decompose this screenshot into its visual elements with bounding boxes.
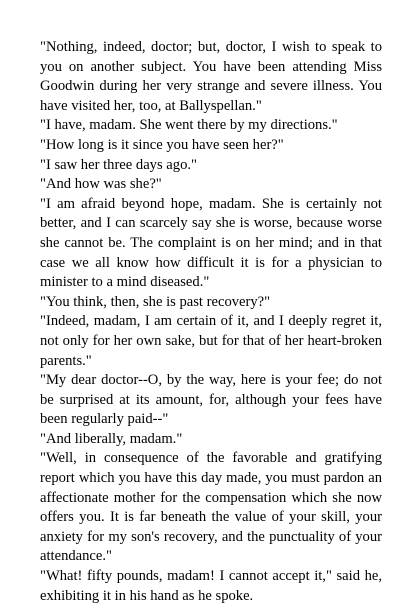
paragraph-11: "Well, in consequence of the favorable and gratifying report which you have this day made, you must pardon an affectionate mother for the compensation which she now offers you. It is far beneath the value of your skill, your anxiety for my son's recovery, and the punctuality of your attendance." [40, 450, 382, 565]
paragraph-2: "I have, madam. She went there by my directions." [40, 117, 338, 134]
paragraph-5: "And how was she?" [40, 176, 162, 193]
paragraph-10: "And liberally, madam." [40, 430, 183, 447]
paragraph-4: "I saw her three days ago." [40, 156, 197, 173]
paragraph-3: "How long is it since you have seen her?" [40, 136, 284, 153]
paragraph-7: "You think, then, she is past recovery?" [40, 293, 271, 310]
paragraph-1: "Nothing, indeed, doctor; but, doctor, I wish to speak to you on another subject. You have been attending Miss Goodwin during her very strange and severe illness. You have visited her, too, at Ballyspellan." [40, 39, 382, 114]
paragraph-12: "What! fifty pounds, madam! I cannot accept it," said he, exhibiting it in his hand as he spoke. [40, 568, 382, 604]
document-page [40, 38, 382, 606]
paragraph-6: "I am afraid beyond hope, madam. She is certainly not better, and I can scarcely say she is worse, because worse she cannot be. The complaint is on her mind; and in that case we all know how difficult it is for a physician to minister to a mind diseased." [40, 195, 382, 291]
paragraph-9: "My dear doctor--O, by the way, here is your fee; do not be surprised at its amount, for, although your fees have been regularly paid--" [40, 372, 382, 428]
paragraph-8: "Indeed, madam, I am certain of it, and I deeply regret it, not only for her own sake, but for that of her heart-broken parents." [40, 313, 382, 369]
